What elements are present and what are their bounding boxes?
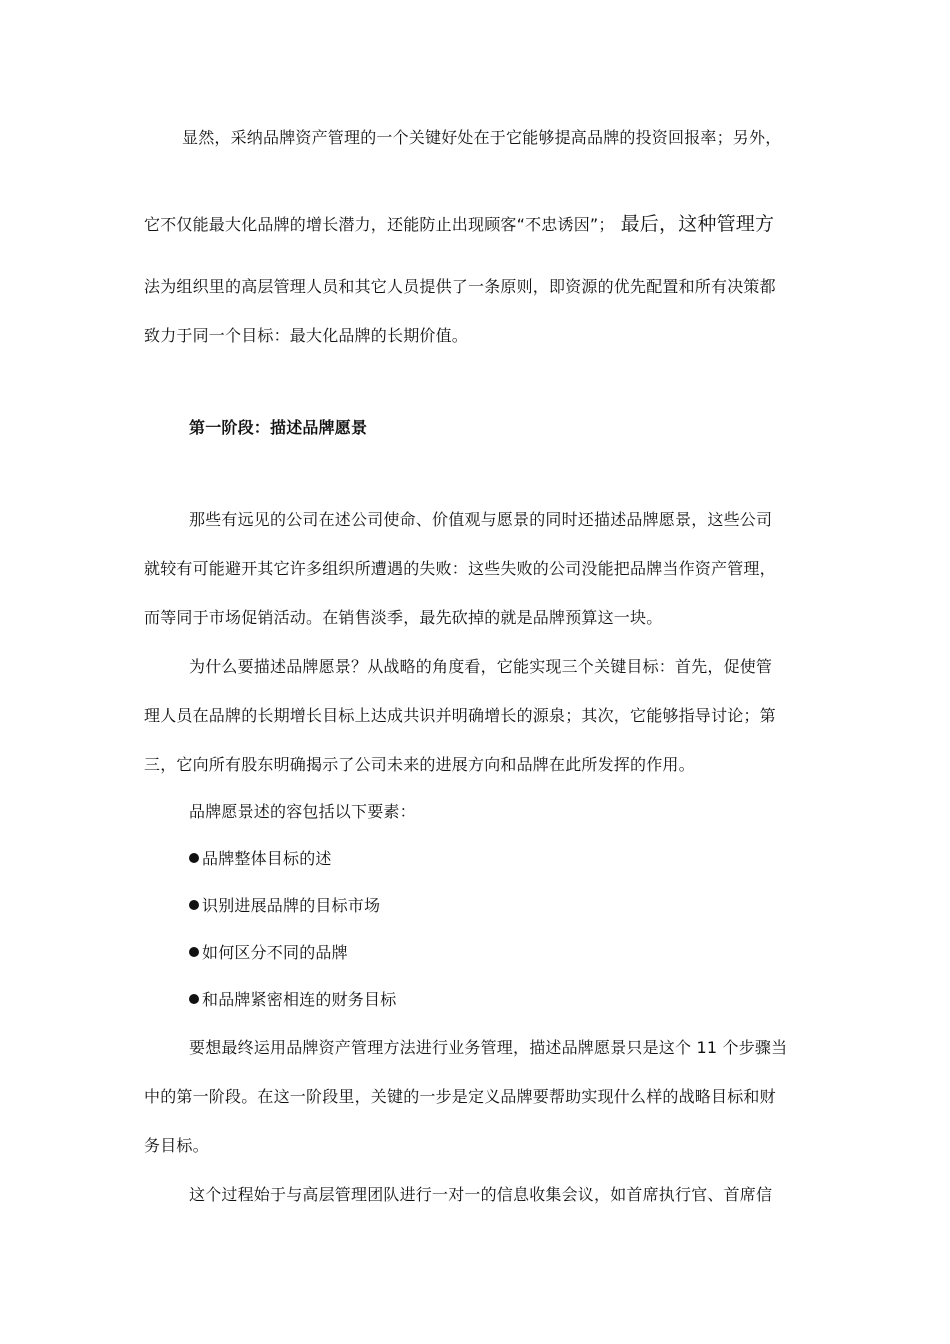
paragraph-2-line-2: 就较有可能避开其它许多组织所遭遇的失败：这些失败的公司没能把品牌当作资产管理， [144,559,776,578]
list-item [189,942,348,964]
list-item-text: 如何区分不同的品牌 [202,943,348,962]
list-item-text: 品牌整体目标的述 [202,849,332,868]
paragraph-4-line-2: 中的第一阶段。在这一阶段里，关键的一步是定义品牌要帮助实现什么样的战略目标和财 [144,1087,776,1106]
bullet-icon [189,994,199,1004]
paragraph-4-line-3: 务目标。 [144,1136,209,1155]
list-item [189,895,380,917]
paragraph-3-line-3: 三，它向所有股东明确揭示了公司未来的进展方向和品牌在此所发挥的作用。 [144,755,695,774]
section-heading: 第一阶段：描述品牌愿景 [189,418,368,437]
paragraph-3-line-1: 为什么要描述品牌愿景？从战略的角度看，它能实现三个关键目标：首先，促使管 [189,657,773,676]
paragraph-5-line-1: 这个过程始于与高层管理团队进行一对一的信息收集会议，如首席执行官、首席信 [189,1185,773,1204]
list-item [189,989,396,1011]
bullet-icon [189,947,199,957]
list-item-text: 识别进展品牌的目标市场 [202,896,381,915]
paragraph-4-line-1: 要想最终运用品牌资产管理方法进行业务管理，描述品牌愿景只是这个 11 个步骤当 [189,1038,788,1057]
list-item-text: 和品牌紧密相连的财务目标 [202,990,397,1009]
paragraph-3-line-2: 理人员在品牌的长期增长目标上达成共识并明确增长的源泉；其次，它能够指导讨论；第 [144,706,776,725]
list-item [189,848,332,870]
bullet-icon [189,900,199,910]
list-intro: 品牌愿景述的容包括以下要素： [189,802,416,821]
paragraph-1-line-3: 法为组织里的高层管理人员和其它人员提供了一条原则，即资源的优先配置和所有决策都 [144,277,776,296]
paragraph-2-line-1: 那些有远见的公司在述公司使命、价值观与愿景的同时还描述品牌愿景，这些公司 [189,510,773,529]
paragraph-1-line-4: 致力于同一个目标：最大化品牌的长期价值。 [144,326,469,345]
paragraph-2-line-3: 而等同于市场促销活动。在销售淡季，最先砍掉的就是品牌预算这一块。 [144,608,663,627]
bullet-icon [189,853,199,863]
paragraph-1-line-2-text: 它不仅能最大化品牌的增长潜力，还能防止出现顾客“不忠诱因”； [144,215,615,234]
paragraph-1-line-2 [144,213,774,236]
paragraph-1-line-2-tail: 最后，这种管理方 [620,213,775,235]
paragraph-1-line-1: 显然，采纳品牌资产管理的一个关键好处在于它能够提高品牌的投资回报率；另外， [182,128,782,147]
